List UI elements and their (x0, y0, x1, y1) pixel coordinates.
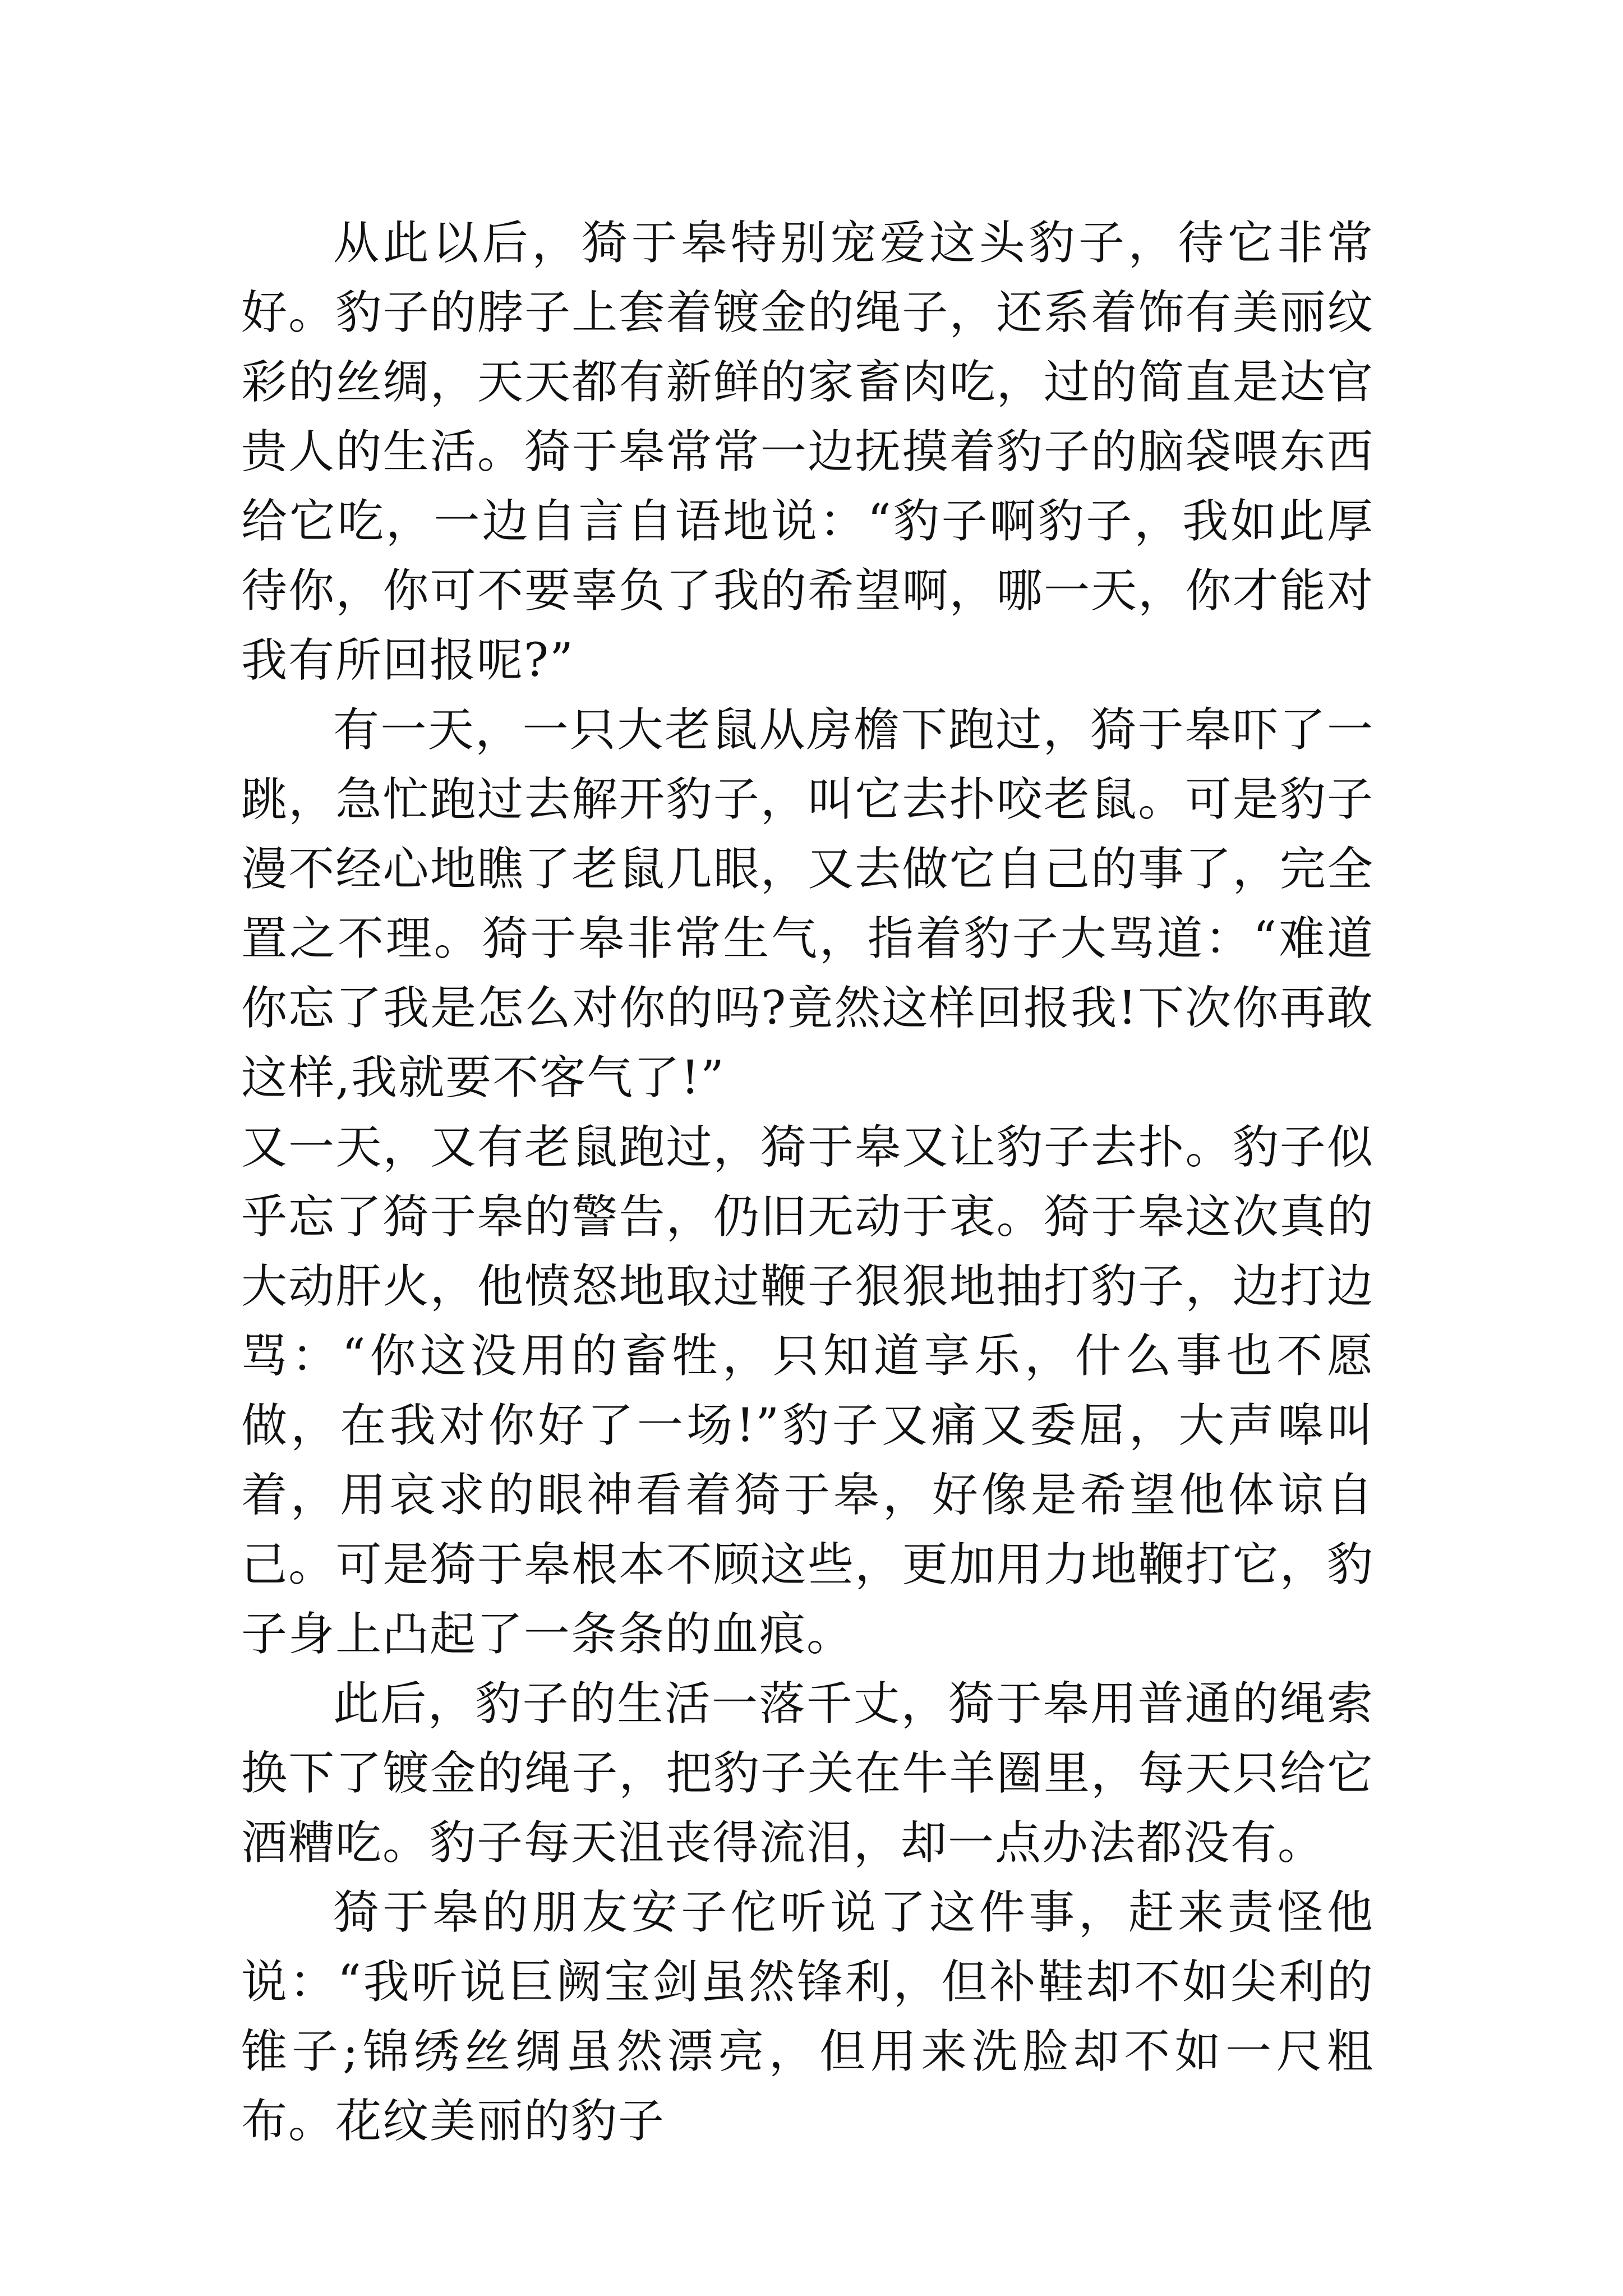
paragraph-5: 猗于皋的朋友安子佗听说了这件事，赶来责怪他说：“我听说巨阙宝剑虽然锋利，但补鞋却不如尖利的锥子;锦绣丝绸虽然漂亮，但用来洗脸却不如一尺粗布。花纹美丽的豹子 (241, 1886, 1374, 2148)
paragraph-3: 又一天，又有老鼠跑过，猗于皋又让豹子去扑。豹子似乎忘了猗于皋的警告，仍旧无动于衷。猗于皋这次真的大动肝火，他愤怒地取过鞭子狠狠地抽打豹子，边打边骂：“你这没用的畜牲，只知道享乐，什么事也不愿做，在我对你好了一场!”豹子又痛又委屈，大声嗥叫着，用哀求的眼神看着猗于皋，好像是希望他体谅自己。可是猗于皋根本不顾这些，更加用力地鞭打它，豹子身上凸起了一条条的血痕。 (241, 1121, 1374, 1661)
paragraph-4: 此后，豹子的生活一落千丈，猗于皋用普通的绳索换下了镀金的绳子，把豹子关在牛羊圈里，每天只给它酒糟吃。豹子每天沮丧得流泪，却一点办法都没有。 (241, 1677, 1374, 1870)
body-text (241, 209, 1374, 2156)
paragraph-2: 有一天，一只大老鼠从房檐下跑过，猗于皋吓了一跳，急忙跑过去解开豹子，叫它去扑咬老鼠。可是豹子漫不经心地瞧了老鼠几眼，又去做它自己的事了，完全置之不理。猗于皋非常生气，指着豹子大骂道：“难道你忘了我是怎么对你的吗?竟然这样回报我!下次你再敢这样,我就要不客气了!” (241, 703, 1374, 1105)
paragraph-1: 从此以后，猗于皋特别宠爱这头豹子，待它非常好。豹子的脖子上套着镀金的绳子，还系着饰有美丽纹彩的丝绸，天天都有新鲜的家畜肉吃，过的简直是达官贵人的生活。猗于皋常常一边抚摸着豹子的脑袋喂东西给它吃，一边自言自语地说：“豹子啊豹子，我如此厚待你，你可不要辜负了我的希望啊，哪一天，你才能对我有所回报呢?” (241, 217, 1374, 687)
